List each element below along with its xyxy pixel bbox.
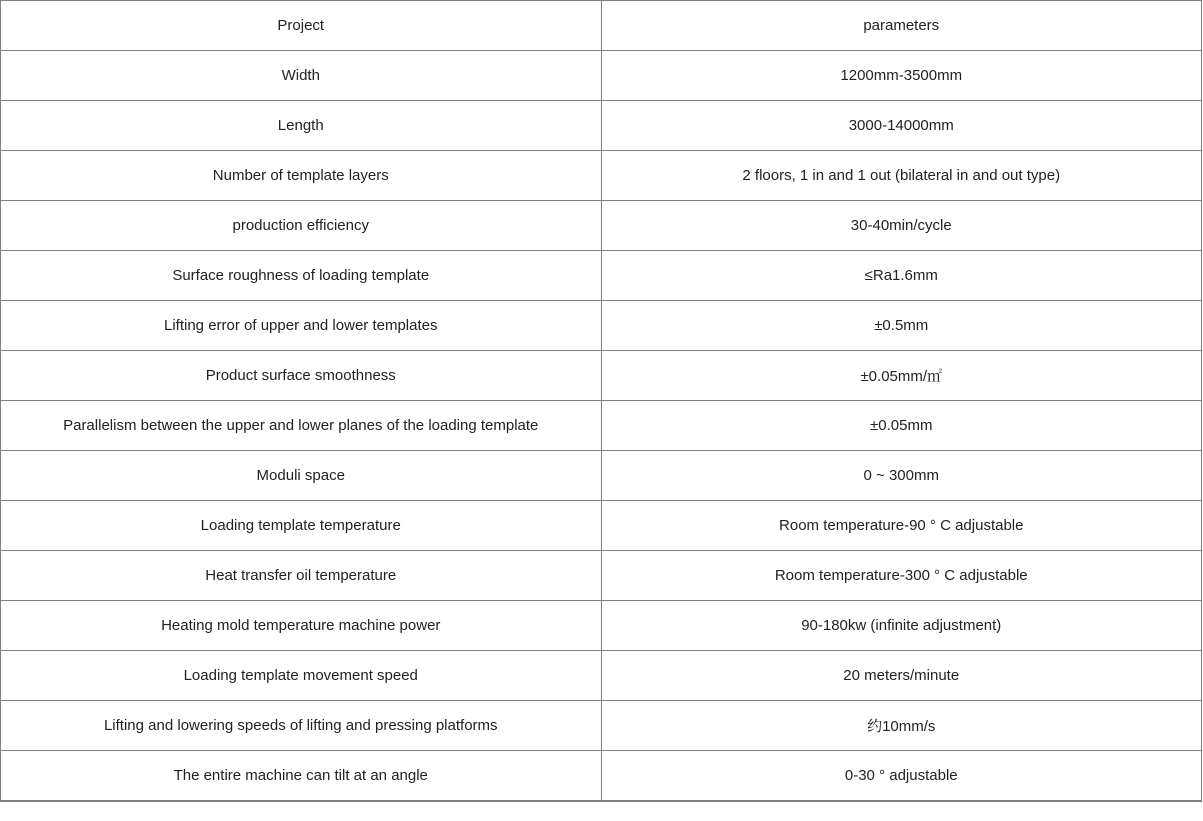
parameter-cell: 0 ~ 300mm: [601, 451, 1202, 501]
project-cell: Product surface smoothness: [1, 351, 602, 401]
table-row: [1, 501, 1202, 551]
project-cell: Loading template movement speed: [1, 651, 602, 701]
project-cell: Heat transfer oil temperature: [1, 551, 602, 601]
table-row: [1, 201, 1202, 251]
project-cell: Lifting error of upper and lower templates: [1, 301, 602, 351]
table-row: [1, 301, 1202, 351]
project-cell: Loading template temperature: [1, 501, 602, 551]
parameter-cell: ±0.05mm/㎡: [601, 351, 1202, 401]
project-cell: Width: [1, 51, 602, 101]
table-row: [1, 51, 1202, 101]
parameter-cell: 30-40min/cycle: [601, 201, 1202, 251]
table-row: [1, 351, 1202, 401]
project-cell: Lifting and lowering speeds of lifting and pressing platforms: [1, 701, 602, 751]
project-cell: production efficiency: [1, 201, 602, 251]
project-cell: Length: [1, 101, 602, 151]
parameter-cell: Room temperature-300 ° C adjustable: [601, 551, 1202, 601]
table-row: [1, 101, 1202, 151]
parameter-cell: 20 meters/minute: [601, 651, 1202, 701]
project-cell: Surface roughness of loading template: [1, 251, 602, 301]
table-row: [1, 751, 1202, 802]
parameter-cell: 0-30 ° adjustable: [601, 751, 1202, 802]
table-row: [1, 701, 1202, 751]
project-cell: Parallelism between the upper and lower planes of the loading template: [1, 401, 602, 451]
parameter-cell: ≤Ra1.6mm: [601, 251, 1202, 301]
parameter-cell: ±0.05mm: [601, 401, 1202, 451]
project-cell: The entire machine can tilt at an angle: [1, 751, 602, 802]
parameter-cell: 1200mm-3500mm: [601, 51, 1202, 101]
project-cell: Moduli space: [1, 451, 602, 501]
column-header-parameters: parameters: [601, 1, 1202, 51]
table-row: [1, 551, 1202, 601]
project-cell: Heating mold temperature machine power: [1, 601, 602, 651]
parameter-cell: 90-180kw (infinite adjustment): [601, 601, 1202, 651]
table-row: [1, 601, 1202, 651]
table-row: [1, 251, 1202, 301]
parameter-cell: 约10mm/s: [601, 701, 1202, 751]
parameter-cell: 3000-14000mm: [601, 101, 1202, 151]
column-header-project: Project: [1, 1, 602, 51]
project-cell: Number of template layers: [1, 151, 602, 201]
table-row: [1, 451, 1202, 501]
parameter-cell: ±0.5mm: [601, 301, 1202, 351]
table-row: [1, 401, 1202, 451]
table-row: [1, 651, 1202, 701]
parameter-cell: 2 floors, 1 in and 1 out (bilateral in and out type): [601, 151, 1202, 201]
table-row: [1, 151, 1202, 201]
parameter-cell: Room temperature-90 ° C adjustable: [601, 501, 1202, 551]
table-header-row: [1, 1, 1202, 51]
